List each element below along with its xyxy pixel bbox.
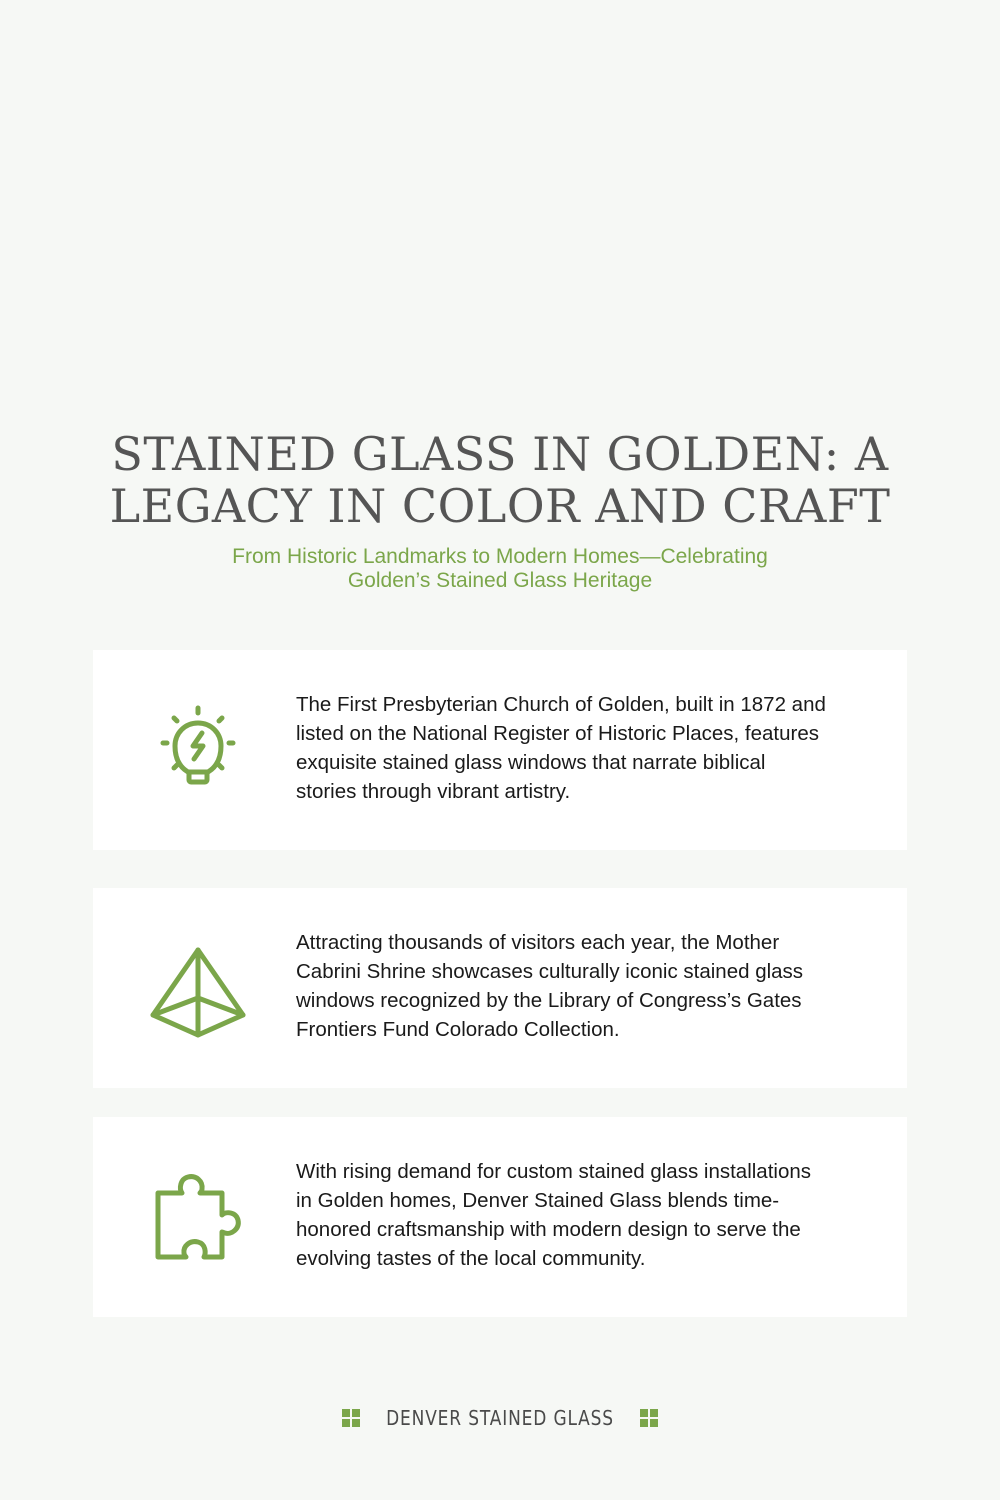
page-title	[0, 428, 1000, 532]
title-line-2: LEGACY IN COLOR AND CRAFT	[109, 479, 891, 533]
card-text: Attracting thousands of visitors each year, the Mother Cabrini Shrine showcases culturally iconic stained glass windows recognized by the Library of Congress’s Gates Frontiers Fund Colorado Collection.	[296, 931, 804, 1041]
window-squares-icon	[342, 1409, 360, 1427]
puzzle-piece-icon	[143, 1162, 253, 1272]
card-text: With rising demand for custom stained glass installations in Golden homes, Denver Stained Glass blends time-honored craftsmanship with modern design to serve the evolving tastes of the local community.	[296, 1160, 812, 1270]
card-text: The First Presbyterian Church of Golden, built in 1872 and listed on the National Register of Historic Places, features exquisite stained glass windows that narrate biblical stories through vibrant artistry.	[296, 693, 826, 803]
info-card-denver-stained-glass	[93, 1117, 907, 1317]
lightbulb-bolt-icon	[143, 695, 253, 805]
title-line-1: STAINED GLASS IN GOLDEN: A	[111, 427, 889, 481]
window-squares-icon	[640, 1409, 658, 1427]
subtitle-line-2: Golden’s Stained Glass Heritage	[347, 569, 653, 592]
info-card-shrine	[93, 888, 907, 1088]
pyramid-icon	[143, 933, 253, 1043]
brand-logo	[0, 1406, 1000, 1430]
info-card-church	[93, 650, 907, 850]
brand-name: DENVER STAINED GLASS	[386, 1406, 614, 1430]
subtitle-line-1: From Historic Landmarks to Modern Homes—Celebrating	[232, 545, 768, 568]
page-subtitle	[0, 545, 1000, 593]
